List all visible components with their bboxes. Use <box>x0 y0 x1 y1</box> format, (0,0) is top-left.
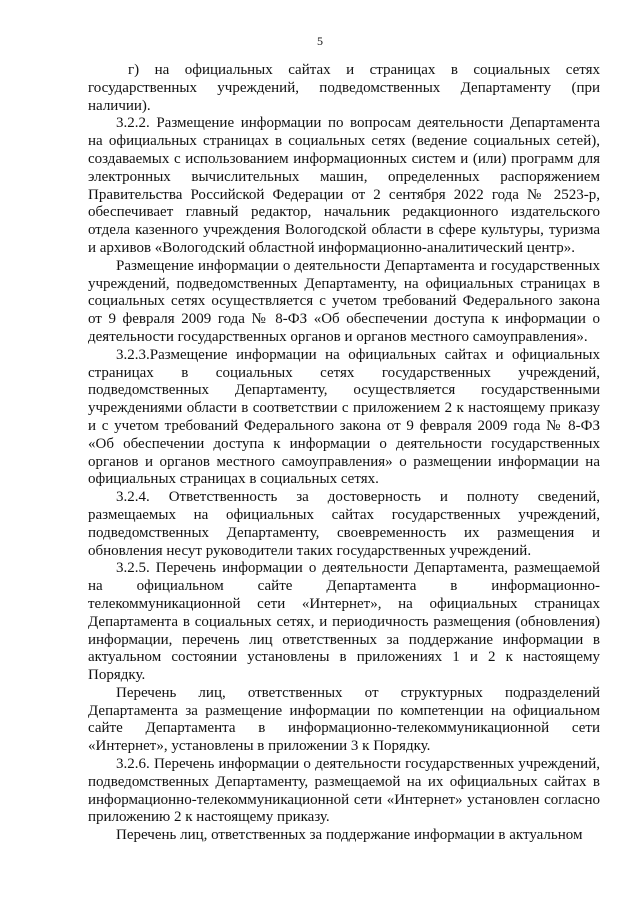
paragraph-3-2-3: 3.2.3.Размещение информации на официальных сайтах и официальных страницах в социальных сетях государственных учреждений, подведомственных Департаменту, осуществляется государственными учреждениями области в соответствии с приложением 2 к настоящему приказу и с учетом требований Федерального закона от 9 февраля 2009 года № 8-ФЗ «Об обеспечении доступа к информации о деятельности государственных органов и органов местного самоуправления» о размещении информации на официальных страницах в социальных сетях. <box>88 346 600 488</box>
paragraph-social-pages: Размещение информации о деятельности Департамента и государственных учреждений, подведомственных Департаменту, на официальных страницах в социальных сетях осуществляется с учетом требований Федерального закона от 9 февраля 2009 года № 8-ФЗ «Об обеспечении доступа к информации о деятельности государственных органов и органов местного самоуправления». <box>88 257 600 345</box>
paragraph-3-2-5: 3.2.5. Перечень информации о деятельности Департамента, размещаемой на официальном сайте Департамента в информационно-телекоммуникационной сети «Интернет», на официальных страницах Департамента в социальных сетях, и периодичность размещения (обновления) информации, перечень лиц ответственных за поддержание информации в актуальном состоянии установлены в приложениях 1 и 2 к настоящему Порядку. <box>88 560 600 684</box>
paragraph-3-2-6: 3.2.6. Перечень информации о деятельности государственных учреждений, подведомственных Департаменту, размещаемой на их официальных сайтах в информационно-телекоммуникационной сети «Интернет» установлен согласно приложению 2 к настоящему приказу. <box>88 756 600 826</box>
page-number: 5 <box>317 34 323 48</box>
paragraph-responsible-persons: Перечень лиц, ответственных от структурных подразделений Департамента за размещение информации по компетенции на официальном сайте Департамента в информационно-телекоммуникационной сети «Интернет», установлены в приложении 3 к Порядку. <box>88 684 600 755</box>
paragraph-3-2-4: 3.2.4. Ответственность за достоверность и полноту сведений, размещаемых на официальных сайтах государственных учреждений, подведомственных Департаменту, своевременность их размещения и обновления несут руководители таких государственных учреждений. <box>88 489 600 559</box>
paragraph-list-continued: Перечень лиц, ответственных за поддержание информации в актуальном <box>116 827 583 844</box>
paragraph-item-g: г) на официальных сайтах и страницах в социальных сетях государственных учреждений, подведомственных Департаменту (при наличии). <box>88 62 600 114</box>
paragraph-3-2-2: 3.2.2. Размещение информации по вопросам деятельности Департамента на официальных страницах в социальных сетях (ведение социальных сетей), создаваемых с использованием информационных систем и (или) программ для электронных вычислительных машин, определенных распоряжением Правительства Российской Федерации от 2 сентября 2022 года № 2523-р, обеспечивает главный редактор, начальник редакционного издательского отдела казенного учреждения Вологодской области в сфере культуры, туризма и архивов «Вологодский областной информационно-аналитический центр». <box>88 115 600 256</box>
document-body <box>88 62 600 845</box>
